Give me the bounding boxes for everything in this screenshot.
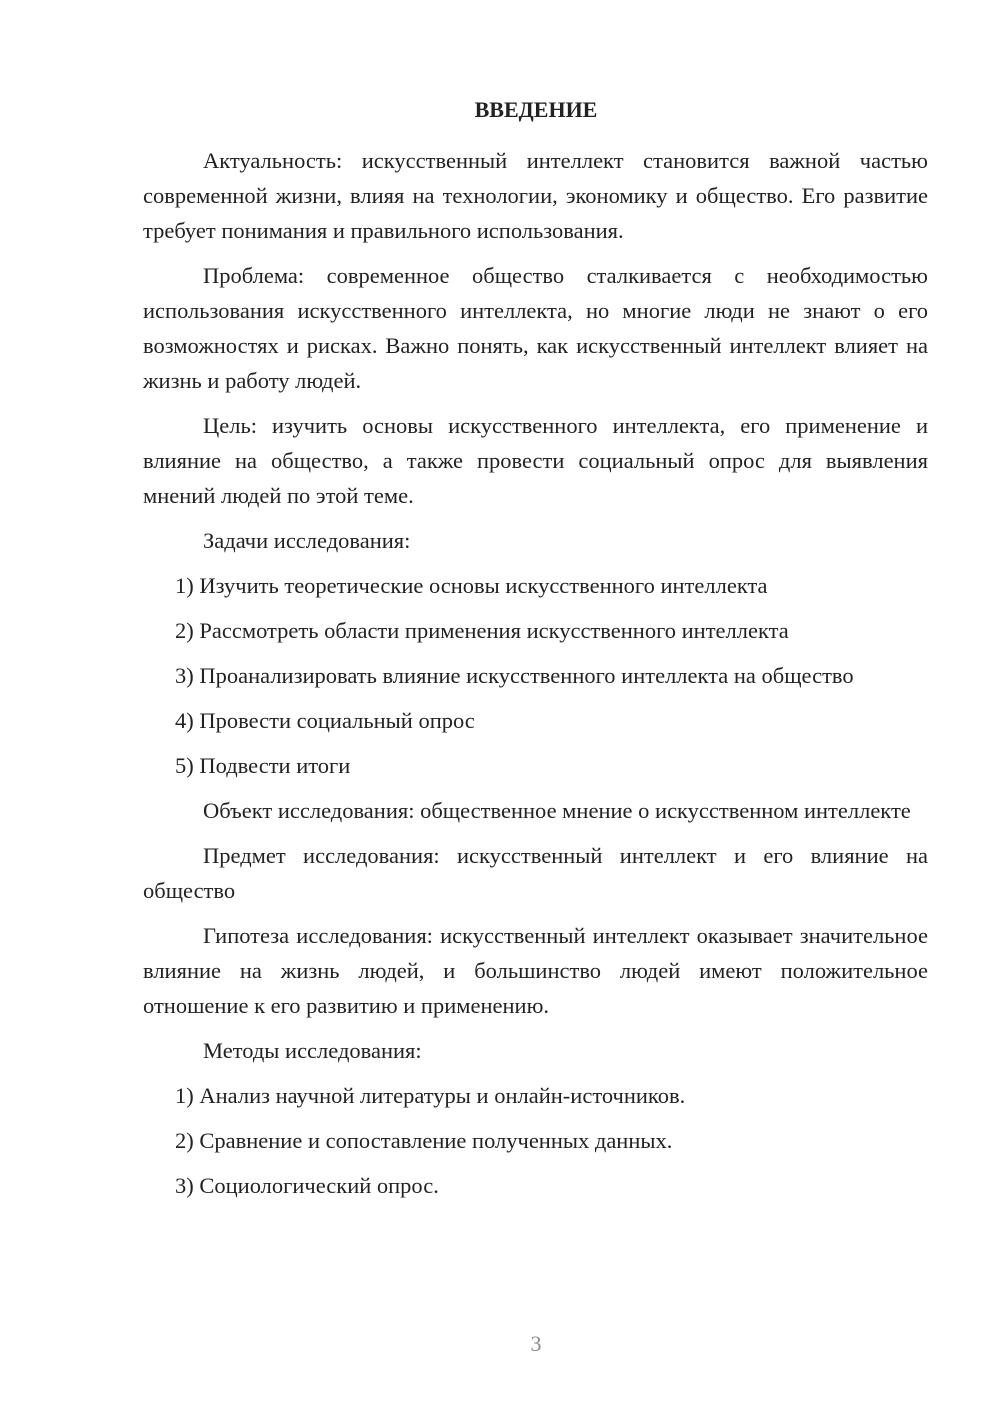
relevance-paragraph: Актуальность: искусственный интеллект становится важной частью современной жизни, влияя на технологии, экономику и общество. Его развитие требует понимания и правильного использования. xyxy=(143,148,928,243)
task-item: 3) Проанализировать влияние искусственного интеллекта на общество xyxy=(175,663,854,688)
page-title: ВВЕДЕНИЕ xyxy=(474,97,598,122)
task-item: 5) Подвести итоги xyxy=(175,753,351,778)
method-item: 3) Социологический опрос. xyxy=(175,1173,439,1198)
problem-paragraph: Проблема: современное общество сталкивается с необходимостью использования искусственного интеллекта, но многие люди не знают о его возможностях и рисках. Важно понять, как искусственный интеллект влияет на жизнь и работу людей. xyxy=(143,263,928,393)
task-item: 4) Провести социальный опрос xyxy=(175,708,475,733)
task-item: 2) Рассмотреть области применения искусственного интеллекта xyxy=(175,618,789,643)
goal-paragraph: Цель: изучить основы искусственного интеллекта, его применение и влияние на общество, а также провести социальный опрос для выявления мнений людей по этой теме. xyxy=(143,413,928,508)
hypothesis-paragraph: Гипотеза исследования: искусственный интеллект оказывает значительное влияние на жизнь людей, и большинство людей имеют положительное отношение к его развитию и применению. xyxy=(143,923,928,1018)
body-text xyxy=(143,143,928,1213)
task-item: 1) Изучить теоретические основы искусственного интеллекта xyxy=(175,573,768,598)
subject-paragraph: Предмет исследования: искусственный интеллект и его влияние на общество xyxy=(143,843,928,903)
tasks-heading: Задачи исследования: xyxy=(203,528,411,553)
method-item: 1) Анализ научной литературы и онлайн-источников. xyxy=(175,1083,686,1108)
page-number: 3 xyxy=(530,1331,542,1356)
method-item: 2) Сравнение и сопоставление полученных данных. xyxy=(175,1128,673,1153)
methods-heading: Методы исследования: xyxy=(203,1038,422,1063)
object-paragraph: Объект исследования: общественное мнение о искусственном интеллекте xyxy=(203,798,911,823)
